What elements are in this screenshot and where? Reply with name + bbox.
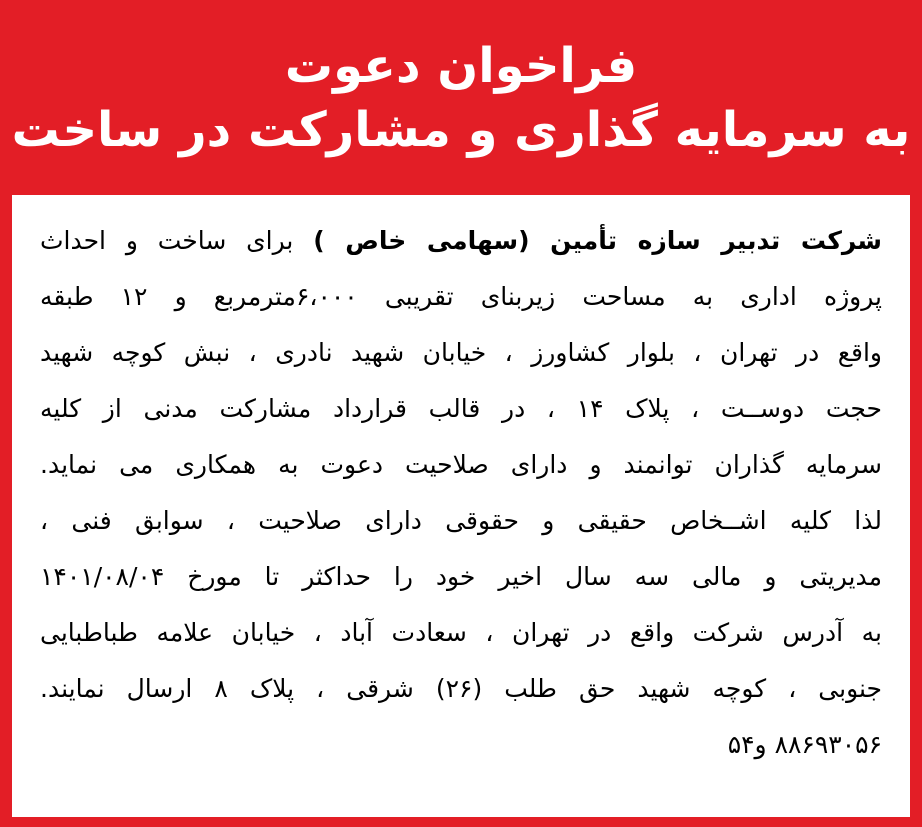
body-line-4: حجت دوســت ، پلاک ۱۴ ، در قالب قرارداد مشارکت مدنی از کلیه — [40, 394, 882, 423]
body-line-7: مدیریتی و مالی سه سال اخیر خود را حداکثر تا مورخ ۱۴۰۱/۰۸/۰۴ — [40, 562, 882, 591]
header-title-line-2: به سرمایه گذاری و مشارکت در ساخت — [11, 101, 911, 158]
header-title-line-1: فراخوان دعوت — [284, 37, 638, 94]
body-line-1-rest: برای ساخت و احداث — [40, 226, 314, 255]
body-line-1 — [40, 213, 882, 269]
body-line-9: جنوبی ، کوچه شهید حق طلب (۲۶) شرقی ، پلاک ۸ ارسال نمایند. — [40, 674, 883, 703]
body-line-6: لذا کلیه اشــخاص حقیقی و حقوقی دارای صلاحیت ، سوابق فنی ، — [40, 506, 882, 535]
announcement-body — [12, 195, 910, 817]
header-banner — [12, 0, 910, 195]
company-name: شرکت تدبیر سازه تأمین (سهامی خاص ) — [313, 226, 882, 255]
body-line-3: واقع در تهران ، بلوار کشاورز ، خیابان شهید نادری ، نبش کوچه شهید — [40, 338, 882, 367]
body-line-8: به آدرس شرکت واقع در تهران ، سعادت آباد ، خیابان علامه طباطبایی — [40, 618, 882, 647]
body-line-5: سرمایه گذاران توانمند و دارای صلاحیت دعوت به همکاری می نماید. — [40, 450, 882, 479]
body-line-2: پروژه اداری به مساحت زیربنای تقریبی ۶،۰۰۰مترمربع و ۱۲ طبقه — [40, 282, 882, 311]
phone-numbers: ۸۸۶۹۳۰۵۶ و۵۴ — [727, 730, 882, 759]
